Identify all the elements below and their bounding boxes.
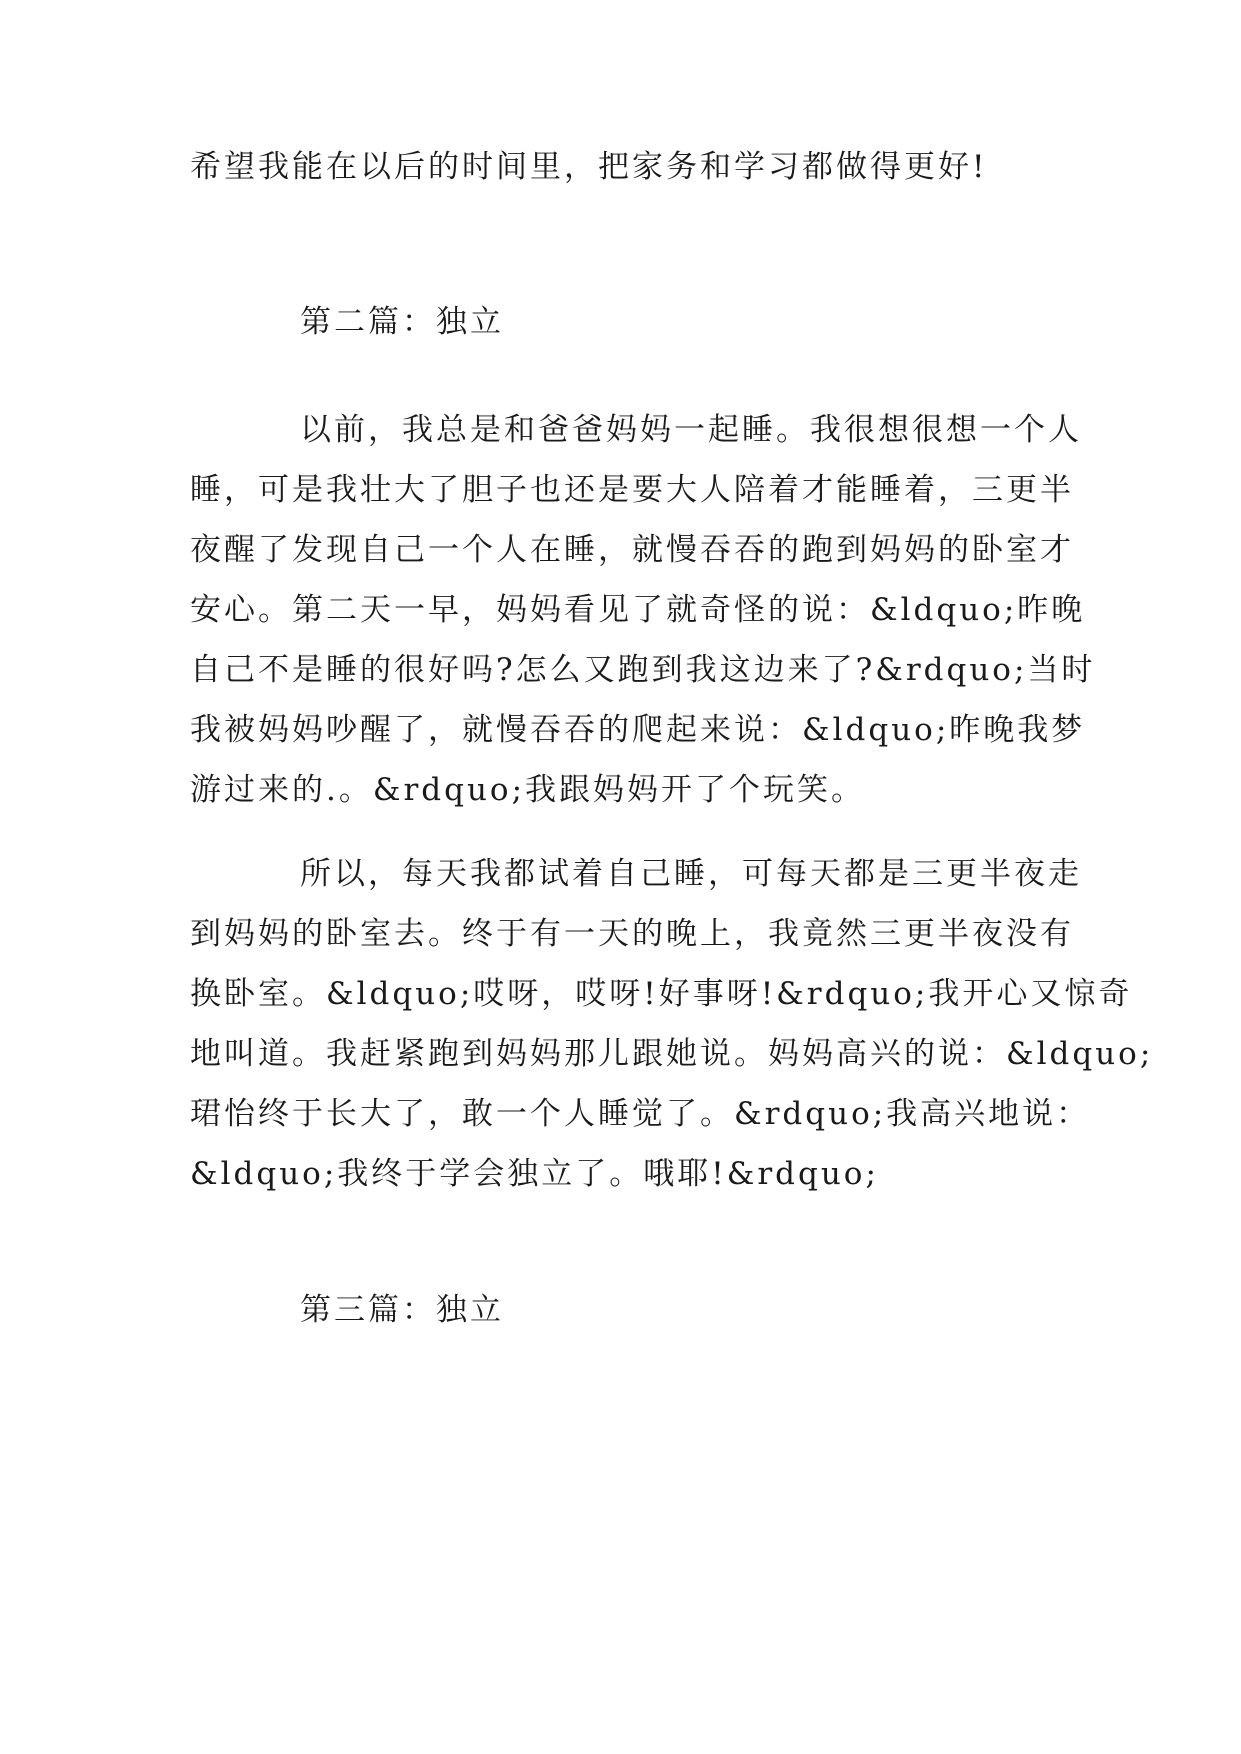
paragraph-line: 希望我能在以后的时间里，把家务和学习都做得更好! [190,149,988,185]
paragraph-line: 睡，可是我壮大了胆子也还是要大人陪着才能睡着，三更半 [190,472,1074,508]
section-3-heading: 第三篇：独立 [300,1292,504,1328]
paragraph-line: 自己不是睡的很好吗?怎么又跑到我这边来了?&rdquo;当时 [190,652,1096,688]
paragraph-line: 夜醒了发现自己一个人在睡，就慢吞吞的跑到妈妈的卧室才 [190,532,1074,568]
paragraph-line: 所以，每天我都试着自己睡，可每天都是三更半夜走 [300,856,1082,892]
section-2-heading: 第二篇：独立 [300,304,504,340]
paragraph-line: 以前，我总是和爸爸妈妈一起睡。我很想很想一个人 [300,412,1082,448]
paragraph-line: 我被妈妈吵醒了，就慢吞吞的爬起来说：&ldquo;昨晚我梦 [190,712,1086,748]
section-2-paragraph-1 [190,400,1096,820]
paragraph-line: &ldquo;我终于学会独立了。哦耶!&rdquo; [190,1156,879,1192]
paragraph-line: 换卧室。&ldquo;哎呀，哎呀!好事呀!&rdquo;我开心又惊奇 [190,976,1133,1012]
paragraph-line: 游过来的.。&rdquo;我跟妈妈开了个玩笑。 [190,772,866,808]
closing-paragraph [190,137,1050,197]
paragraph-line: 地叫道。我赶紧跑到妈妈那儿跟她说。妈妈高兴的说：&ldquo; [190,1036,1154,1072]
paragraph-line: 到妈妈的卧室去。终于有一天的晚上，我竟然三更半夜没有 [190,916,1074,952]
paragraph-line: 安心。第二天一早，妈妈看见了就奇怪的说：&ldquo;昨晚 [190,592,1086,628]
section-2-paragraph-2 [190,844,1154,1204]
paragraph-line: 珺怡终于长大了，敢一个人睡觉了。&rdquo;我高兴地说： [190,1096,1091,1132]
